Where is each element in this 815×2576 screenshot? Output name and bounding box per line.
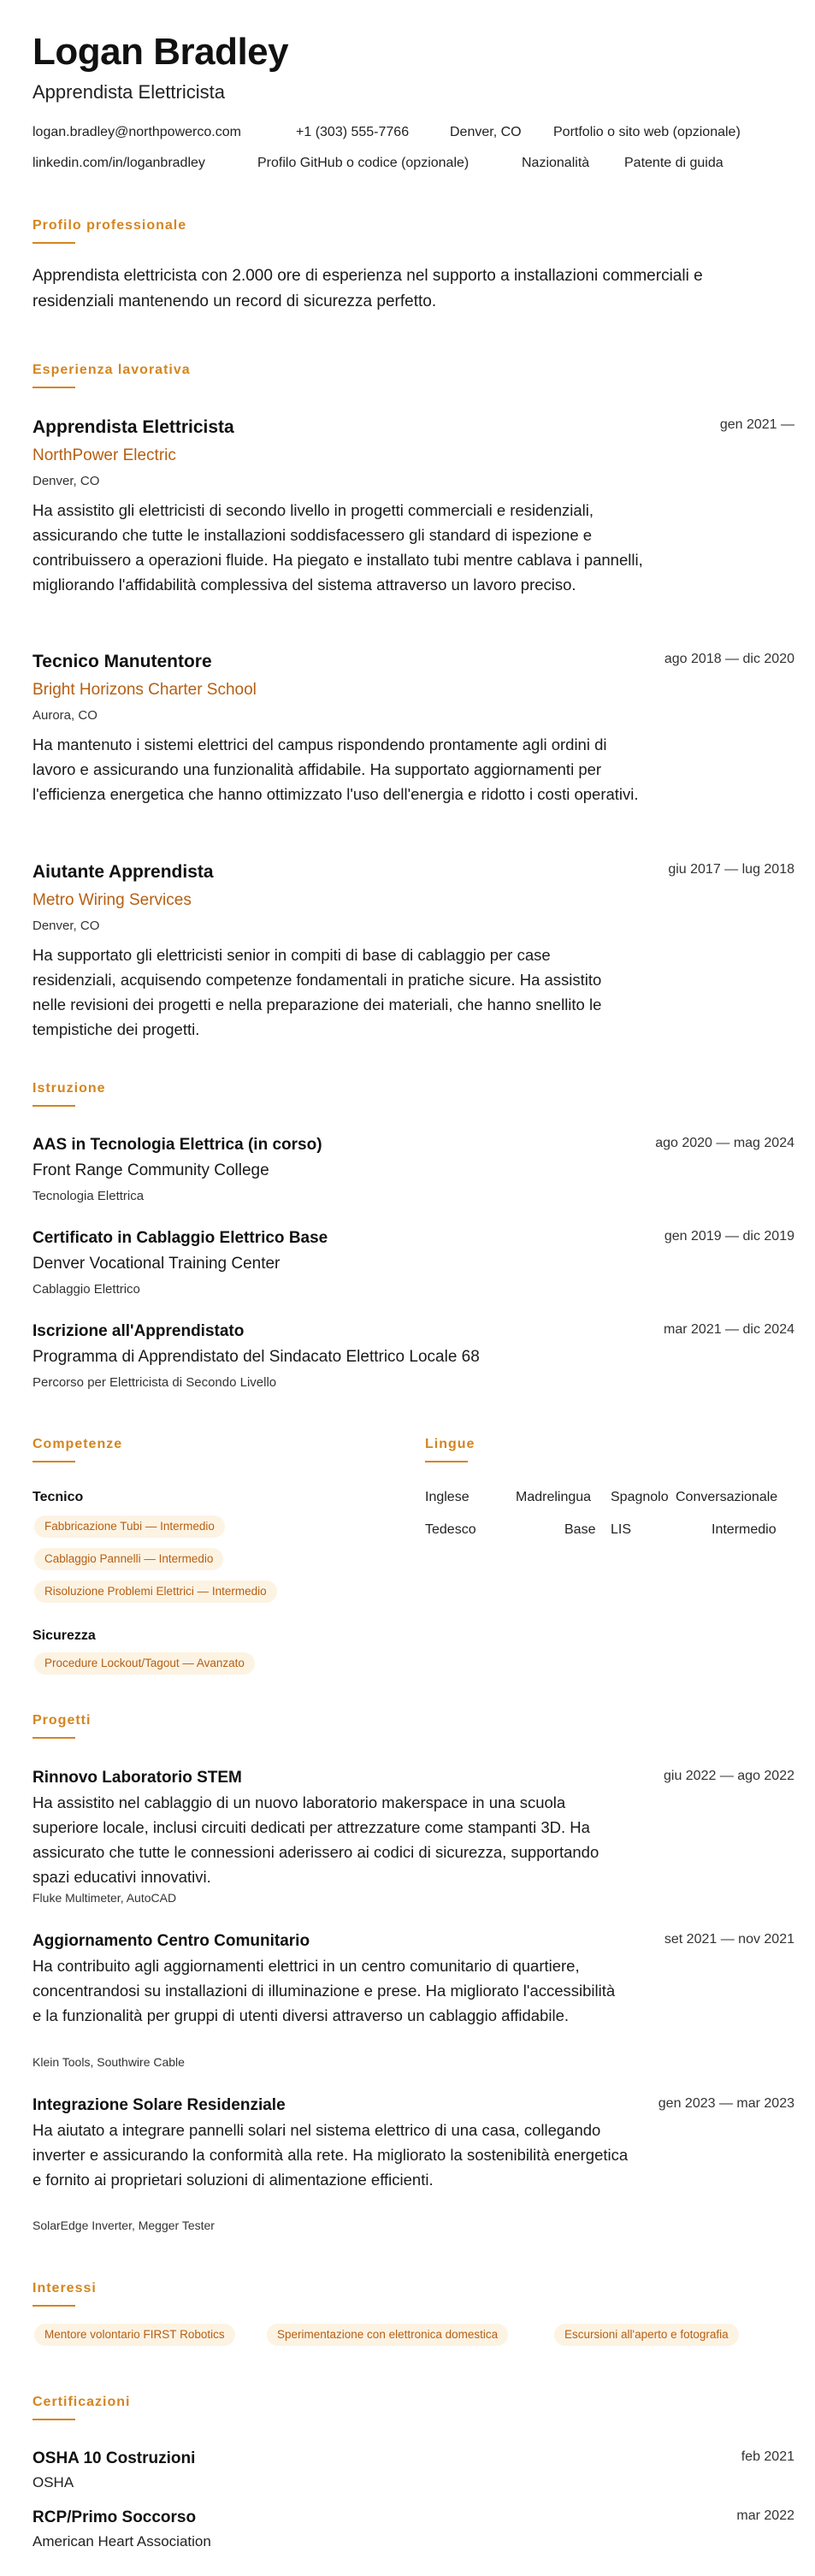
certification-issuer: OSHA: [32, 2474, 74, 2490]
certification-date: feb 2021: [741, 2449, 794, 2464]
experience-role: Tecnico Manutentore: [32, 652, 212, 671]
interest-chip: Mentore volontario FIRST Robotics: [34, 2324, 235, 2346]
project-dates: giu 2022 — ago 2022: [663, 1769, 794, 1783]
project-description: Ha contribuito agli aggiornamenti elettrici in un centro comunitario di quartiere, concentrandosi su installazioni di illuminazione e prese. Ha migliorato l'accessibilità e la funzionalità per gruppi di utenti diversi attraverso un cablaggio affidabile.: [32, 1957, 616, 2024]
contact-location: Denver, CO: [450, 125, 522, 139]
experience-location: Denver, CO: [32, 474, 100, 488]
contact-phone[interactable]: +1 (303) 555-7766: [296, 125, 410, 139]
skill-category: Tecnico: [32, 1490, 84, 1504]
contact-portfolio[interactable]: Portfolio o sito web (opzionale): [553, 125, 741, 139]
project-description: Ha assistito nel cablaggio di un nuovo laboratorio makerspace in una scuola superiore locale, inclusi circuiti dedicati per attrezzature come stampanti 3D. Ha assicurato che tutte le connessioni aderissero ai codici di sicurezza, supportando spazi educativi innovativi.: [32, 1793, 599, 1886]
candidate-title: Apprendista Elettricista: [32, 81, 225, 103]
experience-company: Metro Wiring Services: [32, 891, 192, 909]
summary-text: Apprendista elettricista con 2.000 ore di esperienza nel supporto a installazioni commerciali e residenziali mantenendo un record di sicurezza perfetto.: [32, 267, 703, 310]
project-tools: Klein Tools, Southwire Cable: [32, 2055, 185, 2069]
education-dates: gen 2019 — dic 2019: [664, 1229, 794, 1244]
contact-nationality: Nazionalità: [522, 156, 590, 170]
education-school: Programma di Apprendistato del Sindacato Elettrico Locale 68: [32, 1348, 480, 1366]
project-dates: gen 2023 — mar 2023: [658, 2096, 794, 2111]
education-dates: ago 2020 — mag 2024: [655, 1136, 794, 1150]
summary-rule: [32, 242, 75, 244]
contact-license: Patente di guida: [624, 156, 723, 170]
contact-github[interactable]: Profilo GitHub o codice (opzionale): [257, 156, 470, 170]
certification-name: OSHA 10 Costruzioni: [32, 2449, 196, 2467]
language-name: Tedesco: [425, 1522, 476, 1537]
interests-rule: [32, 2305, 75, 2307]
language-name: Inglese: [425, 1490, 470, 1504]
education-dates: mar 2021 — dic 2024: [664, 1322, 794, 1337]
project-name: Rinnovo Laboratorio STEM: [32, 1769, 242, 1787]
skill-chip: Cablaggio Pannelli — Intermedio: [34, 1548, 223, 1570]
education-field: Cablaggio Elettrico: [32, 1282, 140, 1297]
skills-heading: Competenze: [32, 1437, 123, 1451]
languages-heading: Lingue: [425, 1437, 475, 1451]
skill-chip: Fabbricazione Tubi — Intermedio: [34, 1515, 225, 1538]
language-level: Conversazionale: [676, 1490, 778, 1504]
project-tools: SolarEdge Inverter, Megger Tester: [32, 2219, 215, 2232]
project-description: Ha aiutato a integrare pannelli solari nel sistema elettrico di una casa, collegando inverter e assicurando la conformità alla rete. Ha migliorato la sostenibilità energetica e fornito ai proprietari soluzioni di alimentazione efficienti.: [32, 2121, 629, 2189]
education-degree: Certificato in Cablaggio Elettrico Base: [32, 1229, 328, 1247]
skill-chip: Risoluzione Problemi Elettrici — Intermedio: [34, 1580, 277, 1603]
language-name: LIS: [611, 1522, 632, 1537]
education-degree: Iscrizione all'Apprendistato: [32, 1322, 245, 1340]
project-name: Aggiornamento Centro Comunitario: [32, 1932, 310, 1950]
experience-description: Ha assistito gli elettricisti di secondo livello in progetti commerciali e residenziali, assicurando che tutte le installazioni soddisfacessero gli standard di ispezione e contribuissero a operazioni fluide. Ha piegato e installato tubi mentre cablava i pannelli, migliorando l'affidabilità complessiva del sistema attraverso un lavoro preciso.: [32, 501, 643, 594]
language-level: Intermedio: [712, 1522, 777, 1537]
experience-description: Ha mantenuto i sistemi elettrici del campus rispondendo prontamente agli ordini di lavoro e assicurando una funzionalità affidabile. Ha supportato aggiornamenti per l'efficienza energetica che hanno ottimizzato l'uso dell'energia e ridotto i costi operativi.: [32, 736, 639, 803]
experience-dates: ago 2018 — dic 2020: [664, 652, 794, 666]
education-heading: Istruzione: [32, 1081, 106, 1096]
skill-category: Sicurezza: [32, 1628, 96, 1643]
language-level: Base: [564, 1522, 596, 1537]
skill-chip: Procedure Lockout/Tagout — Avanzato: [34, 1652, 255, 1675]
skills-rule: [32, 1461, 75, 1462]
experience-company: NorthPower Electric: [32, 446, 176, 464]
experience-role: Apprendista Elettricista: [32, 417, 234, 437]
experience-rule: [32, 387, 75, 388]
languages-rule: [425, 1461, 468, 1462]
education-school: Denver Vocational Training Center: [32, 1255, 281, 1273]
language-name: Spagnolo: [611, 1490, 669, 1504]
interest-chip: Sperimentazione con elettronica domestica: [267, 2324, 508, 2346]
certification-date: mar 2022: [736, 2508, 794, 2523]
contact-linkedin[interactable]: linkedin.com/in/loganbradley: [32, 156, 205, 170]
projects-rule: [32, 1737, 75, 1739]
experience-location: Denver, CO: [32, 919, 100, 933]
candidate-name: Logan Bradley: [32, 31, 289, 73]
contact-email[interactable]: logan.bradley@northpowerco.com: [32, 125, 241, 139]
projects-heading: Progetti: [32, 1713, 92, 1728]
interests-heading: Interessi: [32, 2281, 97, 2295]
experience-dates: giu 2017 — lug 2018: [668, 862, 794, 877]
project-name: Integrazione Solare Residenziale: [32, 2096, 286, 2114]
education-degree: AAS in Tecnologia Elettrica (in corso): [32, 1136, 322, 1154]
project-tools: Fluke Multimeter, AutoCAD: [32, 1891, 177, 1905]
education-school: Front Range Community College: [32, 1161, 269, 1179]
certification-name: RCP/Primo Soccorso: [32, 2508, 197, 2526]
experience-location: Aurora, CO: [32, 708, 97, 723]
certifications-heading: Certificazioni: [32, 2395, 131, 2409]
experience-role: Aiutante Apprendista: [32, 862, 214, 882]
experience-description: Ha supportato gli elettricisti senior in compiti di base di cablaggio per case residenziali, acquisendo competenze fondamentali in pratiche sicure. Ha assistito nelle revisioni dei progetti e nella preparazione dei materiali, che hanno snellito le tempistiche dei progetti.: [32, 946, 602, 1038]
interest-chip: Escursioni all'aperto e fotografia: [554, 2324, 739, 2346]
certifications-rule: [32, 2419, 75, 2420]
experience-dates: gen 2021 —: [719, 417, 794, 432]
summary-heading: Profilo professionale: [32, 218, 187, 233]
education-rule: [32, 1105, 75, 1107]
experience-company: Bright Horizons Charter School: [32, 681, 257, 699]
project-dates: set 2021 — nov 2021: [664, 1932, 794, 1947]
language-level: Madrelingua: [516, 1490, 592, 1504]
education-field: Percorso per Elettricista di Secondo Livello: [32, 1375, 277, 1390]
experience-heading: Esperienza lavorativa: [32, 363, 191, 377]
education-field: Tecnologia Elettrica: [32, 1189, 145, 1203]
certification-issuer: American Heart Association: [32, 2533, 211, 2549]
